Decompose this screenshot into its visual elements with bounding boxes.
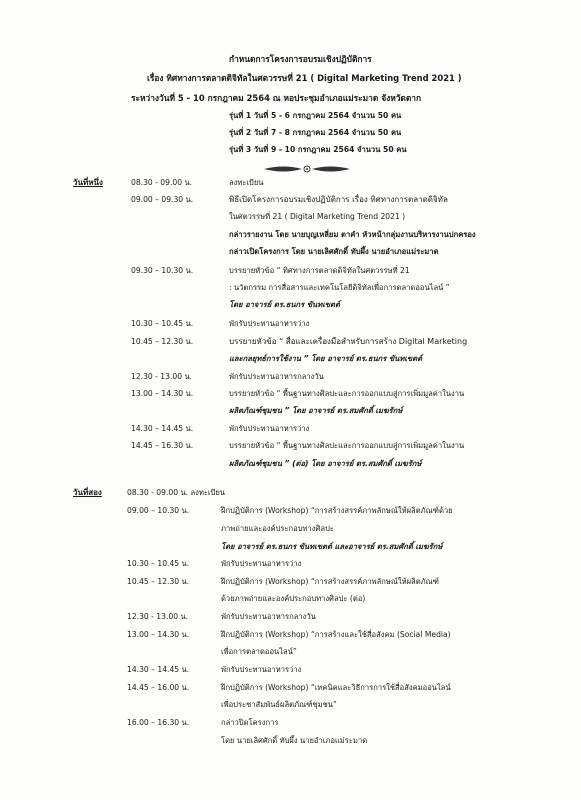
day2-item-2-line-2: ภาพถ่ายและองค์ประกอบทางศิลปะ bbox=[221, 524, 334, 533]
day2-item-5-line-1: พักรับประทานอาหารกลางวัน bbox=[221, 612, 316, 621]
document-subject: เรื่อง ทิศทางการตลาดดิจิทัลในศตวรรษที่ 21 ( Digital Marketing Trend 2021 ) bbox=[147, 73, 462, 83]
day1-time-8: 14.30 – 14.45 น. bbox=[131, 424, 194, 433]
day1-item-9-line-2: ผลิตภัณฑ์ชุมชน ” (ต่อ) โดย อาจารย์ ดร.สมศักดิ์ เมฆรักษ์ bbox=[229, 459, 422, 468]
day2-time-2: 09.00 – 10.30 น. bbox=[127, 506, 190, 515]
day2-item-4-line-2: ด้วยภาพถ่ายและองค์ประกอบทางศิลปะ (ต่อ) bbox=[221, 594, 366, 603]
day1-label: วันที่หนึ่ง bbox=[73, 178, 103, 187]
day2-label: วันที่สอง bbox=[73, 488, 102, 497]
day1-item-4-line-1: พักรับประทานอาหารว่าง bbox=[229, 319, 310, 328]
day1-item-3-line-2: : นวัตกรรม การสื่อสารและเทคโนโลยีดิจิทัลเพื่อการตลาดออนไลน์ ” bbox=[229, 283, 450, 292]
day2-item-2-line-1: ฝึกปฏิบัติการ (Workshop) “การสร้างสรรค์ภาพลักษณ์ให้ผลิตภัณฑ์ด้วย bbox=[221, 506, 453, 515]
day1-item-3-line-3: โดย อาจารย์ ดร.ธนกร ขันทเขตต์ bbox=[229, 300, 340, 309]
day2-time-8: 14.45 – 16.00 น. bbox=[127, 683, 190, 692]
day2-time-1: 08.30 - 09.00 น. ลงทะเบียน bbox=[127, 488, 225, 497]
day2-item-9-line-2: โดย นายเลิศศักดิ์ ทับผึ้ง นายอำเภอแม่ระมาด bbox=[221, 736, 368, 745]
day1-item-6-line-1: พักรับประทานอาหารกลางวัน bbox=[229, 372, 324, 381]
day2-item-8-line-2: เพื่อประชาสัมพันธ์ผลิตภัณฑ์ชุมชน” bbox=[221, 700, 337, 709]
day2-time-7: 14.30 – 14.45 น. bbox=[127, 665, 190, 674]
flourish-divider-icon bbox=[262, 163, 352, 175]
day1-item-3-line-1: บรรยายหัวข้อ “ ทิศทางการตลาดดิจิทัลในศตวรรษที่ 21 bbox=[229, 266, 410, 275]
day1-time-9: 14.45 – 16.30 น. bbox=[131, 441, 194, 450]
day1-time-4: 10.30 – 10.45 น. bbox=[131, 319, 194, 328]
day1-time-3: 09.30 – 10.30 น. bbox=[131, 266, 194, 275]
day1-item-9-line-1: บรรยายหัวข้อ “ พื้นฐานทางศิลปะและการออกแบบสู่การเพิ่มมูลค่าในงาน bbox=[229, 441, 465, 450]
day2-item-4-line-1: ฝึกปฏิบัติการ (Workshop) “การสร้างสรรค์ภาพลักษณ์ให้ผลิตภัณฑ์ bbox=[221, 577, 439, 586]
document-dates-venue: ระหว่างวันที่ 5 - 10 กรกฎาคม 2564 ณ หอประชุมอำเภอแม่ระมาด จังหวัดตาก bbox=[131, 93, 422, 103]
day1-item-7-line-2: ผลิตภัณฑ์ชุมชน ” โดย อาจารย์ ดร.สมศักดิ์ เมฆรักษ์ bbox=[229, 406, 403, 415]
day1-time-2: 09.00 – 09.30 น. bbox=[131, 195, 194, 204]
day1-item-2-line-2: ในศตวรรษที่ 21 ( Digital Marketing Trend 2021 ) bbox=[229, 212, 406, 221]
day2-item-9-line-1: กล่าวปิดโครงการ bbox=[221, 718, 279, 727]
document-title: กำหนดการโครงการอบรมเชิงปฏิบัติการ bbox=[229, 54, 372, 64]
day2-time-3: 10.30 – 10.45 น. bbox=[127, 559, 190, 568]
day1-item-7-line-1: บรรยายหัวข้อ “ พื้นฐานทางศิลปะและการออกแบบสู่การเพิ่มมูลค่าในงาน bbox=[229, 389, 465, 398]
day2-time-4: 10.45 – 12.30 น. bbox=[127, 577, 190, 586]
day1-item-2-line-1: พิธีเปิดโครงการอบรมเชิงปฏิบัติการ เรื่อง ทิศทางการตลาดดิจิทัล bbox=[229, 195, 448, 204]
day2-item-2-line-3: โดย อาจารย์ ดร.ธนกร ขันทเขตต์ และอาจารย์ ดร.สมศักดิ์ เมฆรักษ์ bbox=[221, 542, 443, 551]
day1-time-1: 08.30 - 09.00 น. bbox=[131, 178, 193, 187]
day2-item-3-line-1: พักรับประทานอาหารว่าง bbox=[221, 559, 302, 568]
day2-item-6-line-2: เพื่อการตลาดออนไลน์” bbox=[221, 647, 297, 656]
day1-time-5: 10.45 – 12.30 น. bbox=[131, 337, 194, 346]
day2-time-6: 13.00 – 14.30 น. bbox=[127, 630, 190, 639]
batch-1: รุ่นที่ 1 วันที่ 5 - 6 กรกฎาคม 2564 จำนวน 50 คน bbox=[229, 111, 402, 120]
day2-time-5: 12.30 - 13.00 น. bbox=[127, 612, 189, 621]
day1-item-2-line-3: กล่าวรายงาน โดย นายบุญเหลี่ยม ตาคำ หัวหน้ากลุ่มงานบริหารงานปกครอง bbox=[229, 230, 476, 239]
day2-item-8-line-1: ฝึกปฏิบัติการ (Workshop) “เทคนิคและวิธีการการใช้สื่อสังคมออนไลน์ bbox=[221, 683, 451, 692]
batch-2: รุ่นที่ 2 วันที่ 7 - 8 กรกฎาคม 2564 จำนวน 50 คน bbox=[229, 128, 402, 137]
day1-item-5-line-1: บรรยายหัวข้อ “ สื่อและเครื่องมือสำหรับการสร้าง Digital Marketing bbox=[229, 337, 468, 346]
day1-item-5-line-2: และกลยุทธ์การใช้งาน ” โดย อาจารย์ ดร.ธนกร ขันทเขตต์ bbox=[229, 354, 423, 363]
day1-time-7: 13.00 – 14.30 น. bbox=[131, 389, 194, 398]
day2-time-9: 16.00 – 16.30 น. bbox=[127, 718, 190, 727]
day1-item-1-line-1: ลงทะเบียน bbox=[229, 178, 264, 187]
batch-3: รุ่นที่ 3 วันที่ 9 - 10 กรกฎาคม 2564 จำนวน 50 คน bbox=[229, 145, 407, 154]
day1-time-6: 12.30 - 13.00 น. bbox=[131, 372, 193, 381]
day2-item-6-line-1: ฝึกปฏิบัติการ (Workshop) “การสร้างและใช้สื่อสังคม (Social Media) bbox=[221, 630, 451, 639]
day1-item-8-line-1: พักรับประทานอาหารว่าง bbox=[229, 424, 310, 433]
day2-item-7-line-1: พักรับประทานอาหารว่าง bbox=[221, 665, 302, 674]
day1-item-2-line-4: กล่าวเปิดโครงการ โดย นายเลิศศักดิ์ ทับผึ้ง นายอำเภอแม่ระมาด bbox=[229, 247, 439, 256]
